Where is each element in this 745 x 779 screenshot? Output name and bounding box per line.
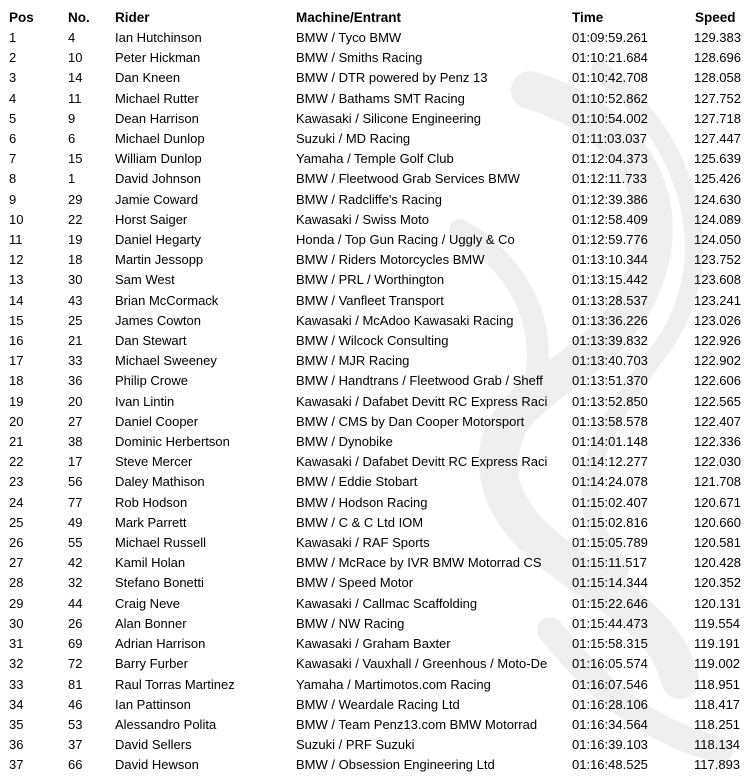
cell-time: 01:15:58.315 <box>572 636 648 652</box>
cell-time: 01:12:04.373 <box>572 151 648 167</box>
cell-rider: Dean Harrison <box>115 110 199 126</box>
cell-machine-entrant: BMW / Smiths Racing <box>296 50 423 66</box>
cell-pos: 5 <box>9 110 17 126</box>
cell-speed: 124.050 <box>694 232 741 248</box>
cell-number: 17 <box>68 454 83 470</box>
cell-time: 01:15:02.816 <box>572 514 648 530</box>
cell-rider: Michael Russell <box>115 535 207 551</box>
cell-time: 01:12:11.733 <box>572 171 647 187</box>
cell-number: 25 <box>68 312 83 328</box>
cell-time: 01:14:12.277 <box>572 454 648 470</box>
cell-pos: 10 <box>9 211 24 227</box>
cell-speed: 120.671 <box>694 494 741 510</box>
cell-time: 01:15:44.473 <box>572 615 648 631</box>
table-row <box>0 28 745 48</box>
cell-pos: 31 <box>9 636 24 652</box>
cell-machine-entrant: BMW / Vanfleet Transport <box>296 292 444 308</box>
cell-rider: Daniel Cooper <box>115 413 199 429</box>
cell-rider: David Johnson <box>115 171 201 187</box>
table-row <box>0 695 745 715</box>
header-row <box>0 8 745 28</box>
cell-number: 55 <box>68 535 83 551</box>
table-row <box>0 654 745 674</box>
cell-time: 01:13:28.537 <box>572 292 648 308</box>
cell-pos: 8 <box>9 171 17 187</box>
cell-rider: Martin Jessopp <box>115 252 204 268</box>
cell-time: 01:13:40.703 <box>572 353 648 369</box>
cell-speed: 119.002 <box>694 656 741 672</box>
cell-speed: 118.134 <box>694 737 741 753</box>
cell-machine-entrant: Kawasaki / Dafabet Devitt RC Express Raci <box>296 454 548 470</box>
cell-pos: 18 <box>9 373 24 389</box>
table-row <box>0 331 745 351</box>
cell-number: 66 <box>68 757 83 773</box>
cell-number: 53 <box>68 716 83 732</box>
table-row <box>0 149 745 169</box>
cell-time: 01:09:59.261 <box>572 30 648 45</box>
cell-machine-entrant: BMW / Handtrans / Fleetwood Grab / Sheff <box>296 373 543 389</box>
cell-pos: 17 <box>9 353 24 369</box>
cell-pos: 21 <box>9 434 24 450</box>
cell-rider: Brian McCormack <box>115 292 219 308</box>
table-row <box>0 412 745 432</box>
table-row <box>0 89 745 109</box>
table-row <box>0 735 745 755</box>
cell-speed: 123.608 <box>694 272 741 288</box>
cell-rider: William Dunlop <box>115 151 202 167</box>
cell-pos: 15 <box>9 312 24 328</box>
cell-number: 37 <box>68 737 83 753</box>
cell-rider: Dan Stewart <box>115 333 187 349</box>
cell-number: 77 <box>68 494 83 510</box>
table-row <box>0 594 745 614</box>
cell-machine-entrant: Kawasaki / RAF Sports <box>296 535 430 551</box>
cell-machine-entrant: Yamaha / Martimotos.com Racing <box>296 676 491 692</box>
cell-number: 49 <box>68 514 83 530</box>
table-row <box>0 109 745 129</box>
table-row <box>0 48 745 68</box>
cell-pos: 22 <box>9 454 24 470</box>
header-time: Time <box>572 10 604 25</box>
header-pos: Pos <box>9 10 34 25</box>
cell-pos: 16 <box>9 333 24 349</box>
cell-pos: 37 <box>9 757 24 773</box>
cell-speed: 122.565 <box>694 393 741 409</box>
cell-speed: 123.752 <box>694 252 741 268</box>
cell-speed: 120.660 <box>694 514 741 530</box>
cell-rider: Jamie Coward <box>115 191 199 207</box>
cell-speed: 118.951 <box>694 676 741 692</box>
table-row <box>0 351 745 371</box>
cell-speed: 117.893 <box>694 757 741 773</box>
table-row <box>0 129 745 149</box>
cell-number: 29 <box>68 191 83 207</box>
cell-pos: 29 <box>9 595 24 611</box>
cell-speed: 122.030 <box>694 454 741 470</box>
cell-time: 01:10:42.708 <box>572 70 648 86</box>
cell-speed: 127.718 <box>694 110 741 126</box>
cell-machine-entrant: Kawasaki / Dafabet Devitt RC Express Raci <box>296 393 548 409</box>
cell-time: 01:10:54.002 <box>572 110 648 126</box>
cell-number: 9 <box>68 110 76 126</box>
cell-machine-entrant: BMW / Hodson Racing <box>296 494 428 510</box>
cell-rider: Adrian Harrison <box>115 636 206 652</box>
cell-pos: 24 <box>9 494 24 510</box>
cell-machine-entrant: BMW / Bathams SMT Racing <box>296 90 465 106</box>
cell-rider: David Hewson <box>115 757 199 773</box>
cell-machine-entrant: Kawasaki / Swiss Moto <box>296 211 429 227</box>
cell-pos: 6 <box>9 131 17 147</box>
cell-pos: 25 <box>9 514 24 530</box>
cell-time: 01:14:01.148 <box>572 434 648 450</box>
cell-pos: 1 <box>9 30 17 45</box>
cell-pos: 3 <box>9 70 17 86</box>
cell-machine-entrant: Kawasaki / Silicone Engineering <box>296 110 481 126</box>
cell-number: 38 <box>68 434 83 450</box>
cell-speed: 122.407 <box>694 413 741 429</box>
cell-rider: Michael Dunlop <box>115 131 205 147</box>
table-row <box>0 190 745 210</box>
cell-machine-entrant: BMW / Eddie Stobart <box>296 474 418 490</box>
cell-number: 36 <box>68 373 83 389</box>
cell-number: 81 <box>68 676 83 692</box>
cell-rider: Steve Mercer <box>115 454 193 470</box>
table-row <box>0 533 745 553</box>
cell-number: 42 <box>68 555 83 571</box>
cell-number: 27 <box>68 413 83 429</box>
cell-time: 01:16:48.525 <box>572 757 648 773</box>
cell-machine-entrant: BMW / Fleetwood Grab Services BMW <box>296 171 520 187</box>
cell-machine-entrant: BMW / Obsession Engineering Ltd <box>296 757 495 773</box>
cell-time: 01:16:28.106 <box>572 696 648 712</box>
cell-pos: 27 <box>9 555 24 571</box>
table-row <box>0 553 745 573</box>
table-row <box>0 291 745 311</box>
cell-number: 69 <box>68 636 83 652</box>
cell-rider: Dan Kneen <box>115 70 181 86</box>
table-row <box>0 715 745 735</box>
cell-machine-entrant: BMW / DTR powered by Penz 13 <box>296 70 488 86</box>
header-speed: Speed <box>695 10 736 25</box>
cell-rider: Stefano Bonetti <box>115 575 204 591</box>
cell-speed: 120.131 <box>694 595 741 611</box>
cell-speed: 120.428 <box>694 555 741 571</box>
cell-time: 01:15:11.517 <box>572 555 647 571</box>
cell-time: 01:12:59.776 <box>572 232 648 248</box>
table-row <box>0 614 745 634</box>
cell-rider: Michael Sweeney <box>115 353 217 369</box>
cell-time: 01:13:39.832 <box>572 333 648 349</box>
cell-speed: 118.417 <box>694 696 741 712</box>
cell-rider: Rob Hodson <box>115 494 188 510</box>
header-machine-entrant: Machine/Entrant <box>296 10 402 25</box>
cell-machine-entrant: BMW / Wilcock Consulting <box>296 333 449 349</box>
cell-pos: 7 <box>9 151 17 167</box>
cell-rider: Dominic Herbertson <box>115 434 230 450</box>
cell-speed: 124.630 <box>694 191 741 207</box>
cell-number: 21 <box>68 333 83 349</box>
cell-rider: Sam West <box>115 272 175 288</box>
cell-speed: 124.089 <box>694 211 741 227</box>
table-row <box>0 230 745 250</box>
cell-speed: 125.426 <box>694 171 741 187</box>
cell-time: 01:11:03.037 <box>572 131 647 147</box>
cell-pos: 36 <box>9 737 24 753</box>
cell-pos: 4 <box>9 90 17 106</box>
cell-speed: 122.902 <box>694 353 741 369</box>
cell-number: 56 <box>68 474 83 490</box>
cell-rider: Raul Torras Martinez <box>115 676 235 692</box>
cell-speed: 118.251 <box>694 716 741 732</box>
results-table <box>0 8 745 776</box>
header-number: No. <box>68 10 90 25</box>
cell-pos: 19 <box>9 393 24 409</box>
table-row <box>0 392 745 412</box>
table-row <box>0 755 745 775</box>
cell-rider: David Sellers <box>115 737 192 753</box>
cell-number: 33 <box>68 353 83 369</box>
cell-number: 14 <box>68 70 83 86</box>
cell-machine-entrant: BMW / C & C Ltd IOM <box>296 514 424 530</box>
cell-pos: 13 <box>9 272 24 288</box>
cell-number: 43 <box>68 292 83 308</box>
table-row <box>0 432 745 452</box>
cell-number: 22 <box>68 211 83 227</box>
cell-number: 46 <box>68 696 83 712</box>
cell-pos: 2 <box>9 50 17 66</box>
cell-machine-entrant: Kawasaki / McAdoo Kawasaki Racing <box>296 312 514 328</box>
cell-number: 18 <box>68 252 83 268</box>
cell-machine-entrant: BMW / Radcliffe's Racing <box>296 191 443 207</box>
cell-number: 10 <box>68 50 83 66</box>
cell-number: 72 <box>68 656 83 672</box>
cell-number: 6 <box>68 131 76 147</box>
table-row <box>0 270 745 290</box>
cell-speed: 120.581 <box>694 535 741 551</box>
cell-machine-entrant: Kawasaki / Vauxhall / Greenhous / Moto-De <box>296 656 548 672</box>
table-row <box>0 169 745 189</box>
cell-speed: 127.447 <box>694 131 741 147</box>
table-row <box>0 210 745 230</box>
cell-time: 01:16:07.546 <box>572 676 648 692</box>
table-row <box>0 250 745 270</box>
table-row <box>0 573 745 593</box>
cell-machine-entrant: BMW / MJR Racing <box>296 353 410 369</box>
table-row <box>0 68 745 88</box>
cell-time: 01:15:02.407 <box>572 494 648 510</box>
cell-rider: Alan Bonner <box>115 615 187 631</box>
cell-speed: 123.026 <box>694 312 741 328</box>
cell-pos: 35 <box>9 716 24 732</box>
cell-number: 32 <box>68 575 83 591</box>
table-row <box>0 472 745 492</box>
cell-pos: 26 <box>9 535 24 551</box>
cell-number: 30 <box>68 272 83 288</box>
cell-rider: Horst Saiger <box>115 211 188 227</box>
cell-speed: 125.639 <box>694 151 741 167</box>
cell-rider: James Cowton <box>115 312 201 328</box>
results-body <box>0 28 745 776</box>
cell-time: 01:12:39.386 <box>572 191 648 207</box>
cell-number: 1 <box>68 171 76 187</box>
cell-number: 4 <box>68 30 76 45</box>
cell-pos: 33 <box>9 676 24 692</box>
table-row <box>0 493 745 513</box>
cell-speed: 122.336 <box>694 434 741 450</box>
cell-machine-entrant: Kawasaki / Graham Baxter <box>296 636 451 652</box>
cell-machine-entrant: BMW / Dynobike <box>296 434 393 450</box>
cell-rider: Mark Parrett <box>115 514 187 530</box>
cell-time: 01:13:36.226 <box>572 312 648 328</box>
cell-rider: Ian Pattinson <box>115 696 191 712</box>
cell-rider: Ian Hutchinson <box>115 30 202 45</box>
cell-machine-entrant: BMW / Riders Motorcycles BMW <box>296 252 485 268</box>
cell-machine-entrant: Suzuki / MD Racing <box>296 131 411 147</box>
cell-rider: Alessandro Polita <box>115 716 217 732</box>
cell-speed: 122.926 <box>694 333 741 349</box>
cell-pos: 28 <box>9 575 24 591</box>
table-row <box>0 675 745 695</box>
cell-rider: Philip Crowe <box>115 373 188 389</box>
cell-machine-entrant: Honda / Top Gun Racing / Uggly & Co <box>296 232 515 248</box>
cell-time: 01:13:52.850 <box>572 393 648 409</box>
cell-machine-entrant: Yamaha / Temple Golf Club <box>296 151 454 167</box>
cell-number: 15 <box>68 151 83 167</box>
cell-machine-entrant: BMW / Team Penz13.com BMW Motorrad <box>296 716 538 732</box>
cell-pos: 32 <box>9 656 24 672</box>
cell-pos: 23 <box>9 474 24 490</box>
cell-time: 01:14:24.078 <box>572 474 648 490</box>
cell-machine-entrant: Kawasaki / Callmac Scaffolding <box>296 595 478 611</box>
cell-speed: 121.708 <box>694 474 741 490</box>
cell-machine-entrant: Suzuki / PRF Suzuki <box>296 737 415 753</box>
cell-machine-entrant: BMW / Weardale Racing Ltd <box>296 696 460 712</box>
cell-time: 01:16:34.564 <box>572 716 648 732</box>
cell-time: 01:15:05.789 <box>572 535 648 551</box>
table-row <box>0 634 745 654</box>
cell-speed: 127.752 <box>694 90 741 106</box>
table-row <box>0 513 745 533</box>
cell-pos: 11 <box>9 232 23 248</box>
cell-rider: Daley Mathison <box>115 474 205 490</box>
cell-machine-entrant: BMW / NW Racing <box>296 615 405 631</box>
cell-number: 11 <box>68 90 82 106</box>
cell-speed: 122.606 <box>694 373 741 389</box>
cell-rider: Daniel Hegarty <box>115 232 201 248</box>
cell-speed: 120.352 <box>694 575 741 591</box>
cell-pos: 12 <box>9 252 24 268</box>
cell-machine-entrant: BMW / Tyco BMW <box>296 30 402 45</box>
cell-time: 01:13:15.442 <box>572 272 648 288</box>
cell-pos: 20 <box>9 413 24 429</box>
cell-speed: 128.058 <box>694 70 741 86</box>
cell-rider: Michael Rutter <box>115 90 199 106</box>
cell-speed: 119.191 <box>694 636 741 652</box>
cell-time: 01:10:21.684 <box>572 50 648 66</box>
table-row <box>0 452 745 472</box>
cell-time: 01:15:14.344 <box>572 575 648 591</box>
cell-machine-entrant: BMW / Speed Motor <box>296 575 414 591</box>
cell-number: 19 <box>68 232 83 248</box>
cell-rider: Barry Furber <box>115 656 188 672</box>
cell-pos: 14 <box>9 292 24 308</box>
cell-time: 01:16:39.103 <box>572 737 648 753</box>
cell-time: 01:13:10.344 <box>572 252 648 268</box>
cell-time: 01:13:58.578 <box>572 413 648 429</box>
cell-time: 01:12:58.409 <box>572 211 648 227</box>
cell-time: 01:13:51.370 <box>572 373 648 389</box>
cell-speed: 129.383 <box>694 30 741 45</box>
cell-pos: 34 <box>9 696 24 712</box>
cell-rider: Craig Neve <box>115 595 181 611</box>
cell-pos: 30 <box>9 615 24 631</box>
cell-number: 44 <box>68 595 83 611</box>
cell-machine-entrant: BMW / PRL / Worthington <box>296 272 445 288</box>
table-row <box>0 371 745 391</box>
cell-time: 01:16:05.574 <box>572 656 648 672</box>
cell-number: 26 <box>68 615 83 631</box>
cell-machine-entrant: BMW / CMS by Dan Cooper Motorsport <box>296 413 525 429</box>
cell-time: 01:10:52.862 <box>572 90 648 106</box>
table-row <box>0 311 745 331</box>
cell-rider: Ivan Lintin <box>115 393 175 409</box>
cell-speed: 128.696 <box>694 50 741 66</box>
cell-machine-entrant: BMW / McRace by IVR BMW Motorrad CS <box>296 555 542 571</box>
cell-number: 20 <box>68 393 83 409</box>
cell-speed: 123.241 <box>694 292 741 308</box>
cell-time: 01:15:22.646 <box>572 595 648 611</box>
cell-rider: Peter Hickman <box>115 50 201 66</box>
cell-speed: 119.554 <box>694 615 741 631</box>
cell-pos: 9 <box>9 191 17 207</box>
cell-rider: Kamil Holan <box>115 555 186 571</box>
header-rider: Rider <box>115 10 150 25</box>
